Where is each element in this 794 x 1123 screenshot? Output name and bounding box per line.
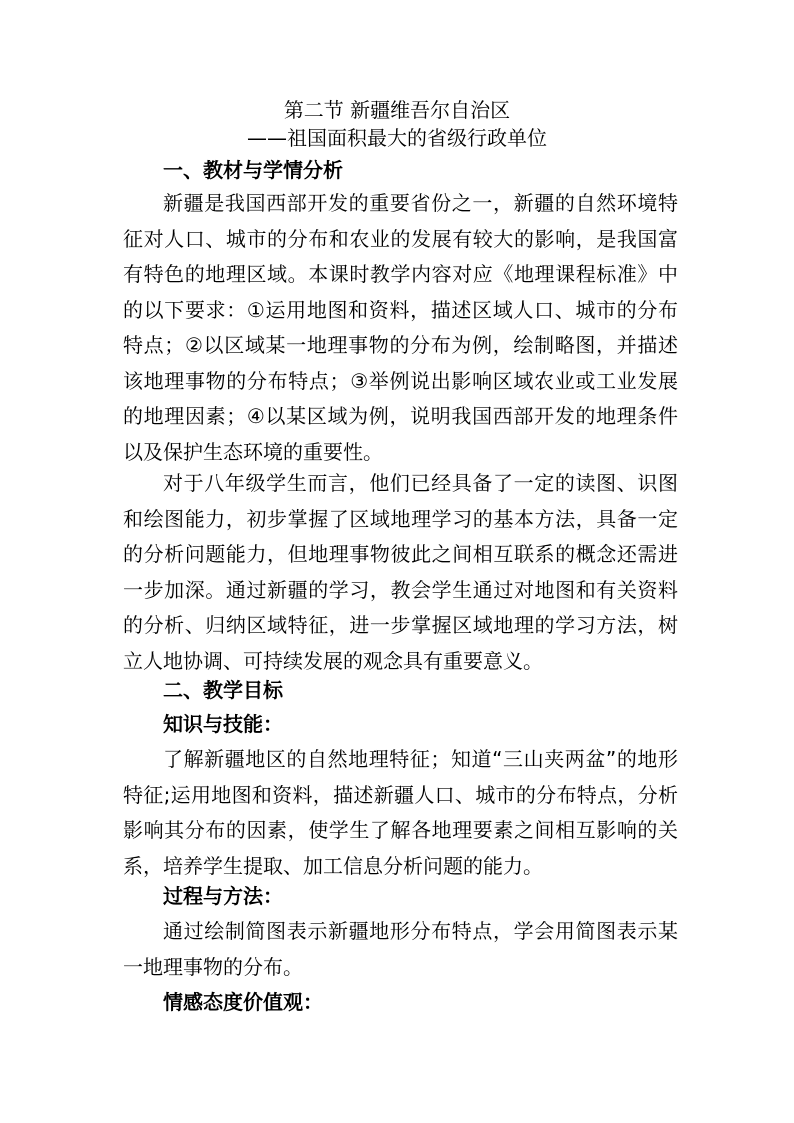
paragraph-textbook-analysis: 新疆是我国西部开发的重要省份之一，新疆的自然环境特征对人口、城市的分布和农业的发展有较大的影响，是我国富有特色的地理区域。本课时教学内容对应《地理课程标准》中的以下要求：①运用地图和资料，描述区域人口、城市的分布特点；②以区域某一地理事物的分布为例，绘制略图，并描述该地理事物的分布特点；③举例说出影响区域农业或工业发展的地理因素；④以某区域为例，说明我国西部开发的地理条件以及保护生态环境的重要性。 [123,191,678,464]
section-heading-objectives: 二、教学目标 [163,678,283,702]
paragraph-knowledge-skills: 了解新疆地区的自然地理特征；知道“三山夹两盆”的地形特征;运用地图和资料，描述新疆人口、城市的分布特点，分析影响其分布的因素，使学生了解各地理要素之间相互影响的关系，培养学生提取、加工信息分析问题的能力。 [123,747,678,878]
subheading-process-methods: 过程与方法： [163,884,283,908]
subheading-knowledge-skills: 知识与技能： [163,712,283,736]
document-title: 第二节 新疆维吾尔自治区 [283,98,511,122]
paragraph-student-analysis: 对于八年级学生而言，他们已经具备了一定的读图、识图和绘图能力，初步掌握了区域地理学习的基本方法，具备一定的分析问题能力，但地理事物彼此之间相互联系的概念还需进一步加深。通过新疆的学习，教会学生通过对地图和有关资料的分析、归纳区域特征，进一步掌握区域地理的学习方法，树立人地协调、可持续发展的观念具有重要意义。 [123,471,678,673]
paragraph-process-methods: 通过绘制简图表示新疆地形分布特点，学会用简图表示某一地理事物的分布。 [123,919,678,979]
document-subtitle: ——祖国面积最大的省级行政单位 [247,126,547,150]
subheading-attitudes-values: 情感态度价值观： [163,990,323,1014]
section-heading-analysis: 一、教材与学情分析 [163,158,343,182]
